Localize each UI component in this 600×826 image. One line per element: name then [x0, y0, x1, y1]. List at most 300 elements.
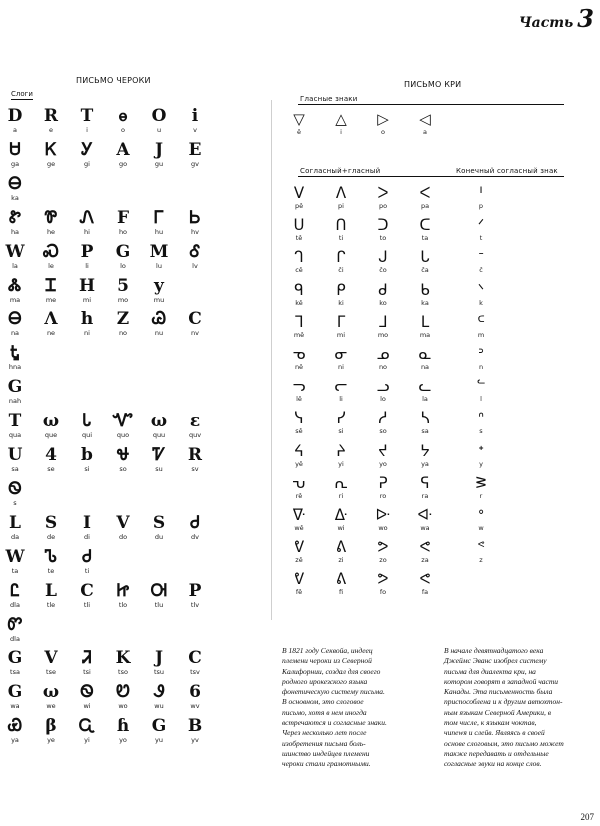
cree-vowel-glyph: ◁ — [419, 110, 431, 128]
cree-syllable — [330, 572, 352, 596]
cherokee-syllable — [184, 512, 206, 541]
cree-vowel — [414, 112, 436, 136]
cherokee-syllable — [4, 379, 26, 405]
cherokee-syllable — [112, 650, 134, 676]
cree-syllable-glyph: ᓓ — [292, 377, 306, 396]
cherokee-syllable-glyph: R — [187, 445, 203, 465]
cherokee-syllable-transliteration: tli — [83, 600, 91, 609]
cherokee-syllable-transliteration: ka — [11, 193, 19, 202]
cherokee-syllable-transliteration: lv — [192, 261, 198, 270]
cree-syllable-transliteration: zo — [379, 556, 387, 565]
cherokee-syllable-glyph: V — [116, 512, 130, 533]
cherokee-syllable-glyph: G — [115, 241, 131, 262]
cree-syllable-transliteration: li — [339, 395, 343, 404]
cherokee-syllable-glyph: Ꮷ — [190, 512, 200, 533]
cree-syllable-glyph: ᓯ — [336, 409, 346, 428]
cree-syllable-transliteration: pa — [420, 202, 430, 210]
cree-syllable — [372, 540, 394, 564]
cherokee-syllable — [148, 241, 170, 270]
cree-syllable — [330, 540, 352, 564]
cherokee-syllable-transliteration: ti — [84, 566, 90, 575]
cree-syllable — [330, 441, 352, 468]
cree-syllable-transliteration: k — [479, 298, 483, 307]
cherokee-syllable-transliteration: le — [48, 261, 54, 270]
cherokee-syllable-glyph: Ꮡ — [9, 207, 21, 228]
cree-syllable-transliteration: si — [338, 427, 344, 436]
cherokee-syllable-transliteration: tlo — [118, 600, 128, 609]
cree-syllable — [414, 312, 436, 339]
cree-syllable — [414, 280, 436, 307]
cherokee-syllable-glyph: T — [8, 411, 22, 432]
cherokee-syllable — [4, 718, 26, 744]
cherokee-syllable-transliteration: hi — [84, 227, 90, 236]
syllables-label: Слоги — [11, 90, 33, 98]
cree-syllable-transliteration: ri — [338, 491, 344, 500]
cherokee-syllable-glyph: β — [45, 716, 57, 737]
cherokee-syllable-glyph: J — [154, 648, 164, 669]
cherokee-syllable-transliteration: me — [45, 295, 57, 304]
cree-syllable-glyph: ᓂ — [334, 345, 348, 363]
part-label: Часть — [518, 15, 574, 31]
cherokee-syllable — [76, 546, 98, 575]
cree-syllable-glyph: ᑌ — [293, 216, 305, 235]
cherokee-syllable — [40, 512, 62, 541]
cree-syllable-transliteration: wê — [294, 524, 304, 532]
cree-syllable-transliteration: y — [479, 459, 483, 468]
cherokee-syllable-glyph: ω — [42, 411, 60, 432]
cree-title: ПИСЬМО КРИ — [404, 80, 462, 89]
cree-syllable-transliteration: lê — [296, 395, 302, 404]
note-line: Джеймс Эванс изобрел систему — [444, 656, 547, 666]
cree-vowel — [372, 112, 394, 136]
cherokee-syllable — [112, 139, 134, 168]
cherokee-syllable-transliteration: he — [46, 227, 56, 236]
cree-syllable-transliteration: pi — [338, 202, 344, 210]
cherokee-syllable — [76, 684, 98, 710]
cherokee-syllable — [184, 108, 206, 134]
cree-syllable-transliteration: pê — [294, 202, 304, 210]
cherokee-syllable — [148, 718, 170, 744]
cherokee-syllable — [112, 108, 134, 134]
cree-syllable-transliteration: to — [379, 234, 387, 243]
cree-syllable-glyph: ᐏ — [334, 506, 348, 524]
cherokee-syllable-transliteration: wv — [190, 702, 200, 711]
cherokee-syllable-glyph: Ꮘ — [44, 207, 58, 228]
cree-syllable-glyph: ᒍ — [378, 248, 388, 267]
cherokee-syllable-transliteration: go — [118, 159, 128, 168]
cherokee-syllable — [76, 108, 98, 134]
cherokee-syllable-glyph: Ꮁ — [153, 207, 165, 228]
cherokee-syllable-transliteration: yi — [84, 736, 90, 745]
note-line: письма для диалекта кри, на — [444, 666, 536, 676]
cherokee-syllable-transliteration: du — [154, 532, 164, 541]
cherokee-syllable-transliteration: ya — [11, 736, 19, 745]
cherokee-syllable — [4, 684, 26, 710]
cherokee-syllable-glyph: G — [151, 716, 167, 737]
cherokee-syllable-transliteration: na — [10, 329, 20, 338]
cherokee-syllable-glyph: V — [44, 648, 58, 669]
cherokee-syllable-transliteration: que — [44, 431, 58, 440]
cree-syllable-glyph: ᕆ — [334, 473, 348, 492]
cree-vowel-glyph: ▷ — [377, 110, 389, 128]
cree-syllable-glyph: ᐩ — [478, 441, 484, 460]
cree-syllable — [288, 411, 310, 435]
cherokee-syllable-glyph: D — [7, 106, 23, 126]
cherokee-syllable-transliteration: tsi — [83, 668, 91, 677]
cree-syllable-transliteration: fi — [338, 588, 344, 597]
cree-syllable — [288, 508, 310, 532]
cree-syllable-glyph: ᒋ — [336, 248, 346, 267]
cree-syllable-glyph: ᓗ — [376, 377, 390, 396]
cherokee-syllable — [4, 345, 26, 371]
cherokee-syllable-glyph: H — [78, 275, 96, 296]
cherokee-syllable — [4, 413, 26, 439]
cherokee-syllable — [184, 413, 206, 439]
cherokee-syllable-transliteration: ho — [118, 227, 128, 236]
cherokee-syllable-glyph: Ꮄ — [189, 241, 201, 262]
note-line: письмо, хотя в нем иногда — [282, 707, 367, 717]
cherokee-syllable-transliteration: qua — [8, 431, 22, 440]
cree-syllable-glyph: ᕙ — [419, 538, 431, 557]
cherokee-syllable-glyph: C — [188, 648, 202, 669]
cree-syllable-transliteration: zi — [338, 556, 344, 565]
cree-syllable-transliteration: la — [422, 395, 428, 404]
cherokee-syllable-glyph: Ꮣ — [82, 411, 92, 432]
cree-syllable — [372, 312, 394, 339]
cree-syllable-glyph: ᓇ — [418, 345, 432, 363]
cree-syllable-transliteration: nê — [294, 363, 304, 371]
cherokee-syllable-glyph: E — [188, 139, 202, 160]
cree-syllable — [288, 347, 310, 371]
cherokee-syllable-glyph: Ꮦ — [44, 546, 58, 567]
cree-syllable-transliteration: ya — [421, 459, 429, 468]
cree-syllable — [372, 441, 394, 468]
cherokee-syllable — [40, 275, 62, 304]
part-heading — [519, 4, 594, 33]
cree-syllable-glyph: ᕙ — [419, 570, 431, 589]
cree-syllable-transliteration: t — [479, 234, 483, 243]
cree-syllable-transliteration: č — [479, 266, 483, 275]
cree-syllable — [288, 441, 310, 468]
cree-syllable — [414, 411, 436, 435]
cherokee-syllable-transliteration: si — [84, 465, 90, 473]
note-line: чипеwя и слейв. Являясь в своей — [444, 728, 545, 738]
cherokee-syllable-glyph: ɦ — [116, 716, 130, 737]
cree-vowel-transliteration: ê — [297, 128, 301, 136]
cree-syllable-transliteration: z — [479, 556, 483, 565]
cree-syllable-transliteration: yo — [379, 459, 387, 468]
cherokee-syllable-glyph: ꮎ — [118, 106, 128, 126]
cherokee-syllable — [184, 684, 206, 710]
cree-syllable — [414, 508, 436, 532]
cherokee-syllable-glyph: 6 — [189, 682, 201, 703]
cherokee-syllable-glyph: y — [154, 275, 164, 296]
cree-syllable-glyph: ᕃ — [292, 473, 306, 492]
cree-vowel — [288, 112, 310, 136]
cherokee-syllable-transliteration: tle — [46, 600, 56, 609]
cherokee-syllable-transliteration: tse — [46, 668, 56, 677]
cherokee-syllable — [148, 108, 170, 134]
cree-syllable — [470, 347, 492, 371]
cherokee-syllable — [184, 447, 206, 473]
cherokee-syllable-transliteration: hu — [154, 227, 164, 236]
cherokee-syllable — [148, 311, 170, 337]
note-line: ным языкам Северной Америки, в — [444, 707, 551, 717]
cree-syllable-transliteration: fê — [295, 588, 303, 597]
cree-syllable-transliteration: n — [478, 363, 484, 371]
cherokee-syllable-transliteration: hv — [191, 227, 199, 236]
cherokee-syllable — [76, 241, 98, 270]
cherokee-syllable-glyph: Ꮝ — [43, 241, 59, 262]
cherokee-syllable-transliteration: wa — [10, 702, 20, 711]
cherokee-syllable-transliteration: do — [118, 532, 128, 541]
cree-syllable-glyph: ᐓ — [375, 506, 391, 524]
note-line: том числе, к языкам чоктав, — [444, 718, 537, 728]
cherokee-syllable — [4, 650, 26, 676]
cree-syllable-glyph: ᓱ — [378, 409, 388, 428]
cherokee-syllable-glyph: ε — [189, 411, 201, 432]
cree-syllable-glyph: ᐯ — [293, 184, 305, 202]
cherokee-syllable-transliteration: i — [86, 126, 88, 134]
cree-syllable-glyph: ᒧ — [378, 312, 388, 331]
cherokee-syllable — [148, 275, 170, 304]
note-line: приспособлена и к другим автохтон- — [444, 697, 563, 707]
cherokee-syllable-glyph: G — [7, 377, 23, 398]
cree-syllable — [414, 250, 436, 274]
cherokee-syllable-glyph: 5 — [117, 275, 129, 296]
cherokee-syllable-glyph: Ꮬ — [8, 275, 22, 296]
cree-syllable-transliteration: wo — [378, 524, 388, 532]
note-line: В начале девятнадцатого века — [444, 646, 544, 655]
cherokee-syllable — [4, 241, 26, 270]
cherokee-syllable-transliteration: lu — [156, 261, 162, 270]
final-label: Конечный согласный знак — [456, 167, 558, 175]
cherokee-syllable — [148, 580, 170, 609]
cree-syllable-transliteration: no — [378, 363, 388, 371]
note-line: встречаются и согласные знаки. — [282, 718, 387, 728]
cherokee-syllable-transliteration: te — [47, 566, 55, 575]
cherokee-syllable-transliteration: qui — [81, 431, 93, 440]
cree-syllable-transliteration: sa — [421, 427, 429, 436]
cherokee-syllable-transliteration: da — [10, 532, 20, 541]
cherokee-syllable-transliteration: tso — [118, 668, 128, 677]
cree-syllable — [372, 280, 394, 307]
cherokee-syllable-transliteration: mo — [117, 295, 129, 304]
cherokee-syllable-glyph: Ꮨ — [82, 648, 92, 669]
cree-syllable-transliteration: na — [420, 363, 430, 371]
cherokee-syllable-glyph: Ꮭ — [10, 580, 20, 601]
cv-rule — [298, 176, 564, 177]
cherokee-syllable-transliteration: e — [49, 126, 53, 134]
cherokee-syllable — [76, 275, 98, 304]
cree-vowel-glyph: ▽ — [293, 110, 305, 128]
cree-syllable-glyph: ᓴ — [420, 409, 430, 428]
cherokee-syllable — [40, 207, 62, 236]
cherokee-syllable-transliteration: ma — [9, 295, 21, 304]
cherokee-syllable — [184, 207, 206, 236]
cherokee-syllable — [112, 512, 134, 541]
cherokee-syllable-transliteration: nu — [154, 329, 164, 338]
cree-syllable-transliteration: ča — [421, 266, 429, 275]
cherokee-syllable — [112, 580, 134, 609]
cherokee-syllable-transliteration: tsa — [10, 668, 20, 677]
cherokee-syllable-transliteration: gu — [154, 159, 164, 168]
vowels-rule — [298, 104, 564, 105]
cherokee-syllable-transliteration: se — [47, 465, 55, 473]
cherokee-syllable — [40, 684, 62, 710]
cherokee-syllable-glyph: C — [188, 309, 202, 330]
cherokee-syllable-transliteration: u — [156, 126, 162, 134]
cherokee-syllable-glyph: C — [80, 580, 94, 601]
cherokee-syllable — [40, 580, 62, 609]
cherokee-syllable-transliteration: a — [13, 126, 17, 134]
cherokee-syllable-transliteration: sv — [191, 465, 199, 473]
cherokee-syllable-glyph: Ꮏ — [10, 343, 20, 364]
cherokee-syllable — [112, 207, 134, 236]
cree-syllable-glyph: ᐣ — [478, 345, 484, 363]
cree-syllable-glyph: ᑕ — [419, 216, 431, 235]
cree-syllable-glyph: ᕒ — [475, 473, 487, 492]
cherokee-syllable-glyph: Ꮽ — [153, 682, 165, 703]
cherokee-syllable-transliteration: s — [13, 498, 17, 507]
cree-syllable-transliteration: mo — [377, 330, 389, 339]
cree-syllable — [288, 218, 310, 242]
note-line: Канады. Эта письменность была — [444, 687, 553, 697]
cherokee-syllable-transliteration: mu — [153, 295, 165, 304]
cree-syllable-transliteration: zê — [295, 556, 303, 565]
cree-syllable-transliteration: r — [479, 491, 483, 500]
vowels-label: Гласные знаки — [300, 95, 358, 103]
cherokee-syllable — [76, 139, 98, 168]
cree-syllable-glyph: ᑯ — [378, 280, 388, 299]
cherokee-syllable-transliteration: dv — [191, 532, 199, 541]
cherokee-syllable-glyph: W — [5, 241, 25, 262]
note-cree — [444, 646, 596, 770]
cherokee-syllable-transliteration: ga — [10, 159, 20, 168]
cherokee-syllable — [40, 650, 62, 676]
cree-syllable-transliteration: p — [478, 202, 484, 210]
cherokee-syllable — [112, 241, 134, 270]
cherokee-syllable-glyph: Ꮹ — [78, 716, 96, 737]
cherokee-syllable — [4, 173, 26, 202]
cree-syllable — [372, 218, 394, 242]
cree-syllable-glyph: ᕕ — [335, 538, 347, 557]
cherokee-syllable — [40, 718, 62, 744]
cherokee-syllable — [4, 139, 26, 168]
cherokee-syllable — [76, 311, 98, 337]
cherokee-syllable-glyph: S — [152, 512, 166, 533]
cree-syllable — [414, 540, 436, 564]
note-line: основе слоговым, это письмо может — [444, 738, 564, 748]
cherokee-syllable-transliteration: lo — [120, 261, 126, 270]
cree-syllable-transliteration: w — [478, 524, 484, 532]
cherokee-syllable-transliteration: hna — [8, 363, 22, 372]
cherokee-syllable — [40, 311, 62, 337]
note-line: родного ирокезского языка — [282, 676, 368, 686]
cherokee-syllable — [184, 650, 206, 676]
cree-syllable-transliteration: wa — [420, 524, 430, 532]
cherokee-syllable-transliteration: tsu — [153, 668, 165, 677]
cherokee-syllable-transliteration: nah — [8, 397, 22, 406]
cree-syllable — [470, 508, 492, 532]
cree-syllable-transliteration: ko — [379, 298, 387, 307]
cree-syllable-transliteration: so — [379, 427, 387, 436]
cherokee-syllable — [4, 614, 26, 643]
cree-syllable — [414, 441, 436, 468]
cree-syllable — [330, 379, 352, 403]
cree-syllable — [288, 280, 310, 307]
cherokee-syllable-glyph: Z — [116, 309, 130, 330]
cherokee-syllable — [4, 580, 26, 609]
cree-syllable — [288, 250, 310, 274]
cherokee-syllable-transliteration: mi — [82, 295, 92, 304]
cherokee-syllable-transliteration: su — [155, 465, 163, 473]
cree-syllable — [470, 280, 492, 307]
cree-syllable-glyph: ᒥ — [336, 312, 346, 331]
cree-syllable-glyph: ᕓ — [293, 538, 305, 557]
note-line: чероки стали грамотными. — [282, 759, 371, 769]
cherokee-syllable — [40, 413, 62, 439]
cree-syllable-glyph: ᕗ — [377, 538, 389, 557]
cherokee-syllable-glyph: W — [5, 546, 25, 567]
cree-syllable-glyph: ᑊ — [479, 184, 483, 202]
cherokee-syllable-transliteration: sa — [11, 465, 19, 473]
cherokee-syllable-glyph: I — [83, 512, 91, 533]
cherokee-syllable-glyph: Ꮷ — [82, 546, 92, 567]
cherokee-syllable-glyph: Ꮿ — [7, 716, 23, 737]
cherokee-syllable-glyph: b — [81, 445, 93, 465]
cherokee-syllable-transliteration: gi — [84, 159, 90, 168]
cherokee-syllable — [112, 684, 134, 710]
cherokee-syllable-glyph: Ꮼ — [116, 682, 130, 703]
cherokee-syllable-transliteration: v — [193, 126, 197, 134]
cherokee-syllable-glyph: h — [80, 309, 94, 330]
cherokee-syllable-transliteration: li — [85, 261, 89, 270]
cree-syllable-transliteration: za — [421, 556, 429, 565]
cherokee-syllable-glyph: Ꮑ — [79, 207, 95, 228]
cherokee-syllable-glyph: Ꮎ — [8, 309, 22, 330]
cherokee-syllable-transliteration: we — [46, 702, 56, 711]
cree-syllable — [470, 540, 492, 564]
cree-syllable — [372, 186, 394, 210]
cree-syllable — [330, 508, 352, 532]
cree-syllable — [288, 540, 310, 564]
cree-syllable — [288, 572, 310, 596]
cree-syllable-transliteration: po — [378, 202, 388, 210]
cherokee-syllable-glyph: U — [7, 445, 23, 465]
cree-syllable-transliteration: ti — [338, 234, 344, 243]
cherokee-syllable-transliteration: tlv — [190, 600, 200, 609]
cherokee-syllable-transliteration: ta — [11, 566, 19, 575]
cherokee-syllable — [112, 311, 134, 337]
cherokee-syllable — [40, 241, 62, 270]
cree-syllable-transliteration: kê — [295, 298, 303, 307]
cree-syllable — [470, 218, 492, 242]
cv-label: Согласный+гласный — [300, 167, 381, 175]
cherokee-syllable-glyph: A — [116, 139, 130, 160]
cherokee-syllable-transliteration: quu — [152, 431, 166, 440]
cree-syllable-glyph: ᕕ — [335, 570, 347, 589]
cherokee-syllable — [76, 207, 98, 236]
cree-syllable — [414, 347, 436, 371]
cree-syllable-transliteration: yê — [295, 459, 303, 468]
cherokee-title: ПИСЬМО ЧЕРОКИ — [76, 76, 151, 85]
cherokee-syllable — [112, 718, 134, 744]
cherokee-syllable-transliteration: wo — [118, 702, 128, 711]
cree-syllable — [330, 411, 352, 435]
cherokee-syllable-glyph: T — [80, 106, 94, 126]
cherokee-syllable — [148, 684, 170, 710]
